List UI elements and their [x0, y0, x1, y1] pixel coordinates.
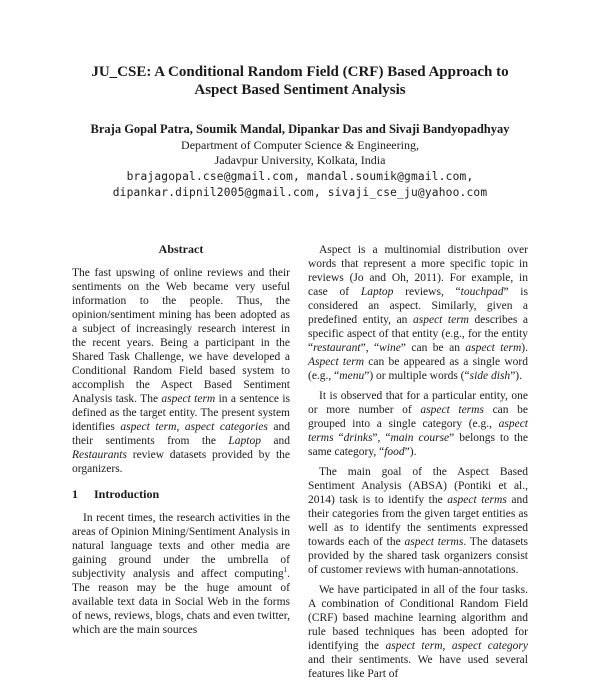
abstract-body: [72, 266, 290, 476]
title-line-2: Aspect Based Sentiment Analysis: [194, 82, 406, 98]
body-text: ”) or multiple words (“: [364, 370, 470, 382]
abstract-term: Restaurants: [72, 449, 127, 461]
body-text: Aspect is a multinomial distribution over words that represent a more specific topic in reviews (Jo and Oh, 2011). For example, in case of: [308, 244, 528, 298]
abstract-text: and: [260, 435, 290, 447]
abstract-text: in a sentence is defined as the target entity. The present system identifies: [72, 393, 290, 433]
body-text: can be grouped into a single category (e.g.,: [308, 404, 528, 430]
body-term: Aspect term: [308, 356, 365, 368]
body-term: aspect terms: [308, 418, 528, 444]
body-term: food: [384, 446, 405, 458]
aspect-definition-paragraph: [308, 243, 528, 383]
body-text: ”, “: [360, 342, 380, 354]
body-text: can be appeared as a single word (e.g., “: [308, 356, 528, 382]
email-line-1: brajagopal.cse@gmail.com, mandal.soumik@gmail.com,: [126, 170, 474, 183]
abstract-term: aspect term: [120, 421, 177, 433]
email-line-2: dipankar.dipnil2005@gmail.com, sivaji_cse_ju@yahoo.com: [112, 186, 488, 199]
section-number: 1: [72, 487, 78, 501]
abstract-text: review datasets provided by the organizers.: [72, 449, 290, 475]
abstract-heading: Abstract: [158, 242, 204, 256]
abstract-term: aspect categories: [184, 421, 268, 433]
body-text: ,: [442, 640, 452, 652]
affiliation-university: Jadavpur University, Kolkata, India: [214, 153, 386, 167]
body-term: aspect terms: [404, 536, 464, 548]
body-text: . The datasets provided by the shared task organizers consist of customer reviews with human-annotations.: [308, 536, 528, 576]
introduction-paragraph: [72, 511, 290, 637]
body-text: and their sentiments. We have used several features like Part of: [308, 654, 528, 680]
body-term: aspect terms: [447, 494, 507, 506]
abstract-term: aspect term: [161, 393, 216, 405]
body-term: wine: [379, 342, 401, 354]
abstract-text: ,: [176, 421, 185, 433]
aspect-category-paragraph: [308, 389, 528, 459]
paper-title: [40, 63, 560, 99]
body-term: drinks: [343, 432, 373, 444]
body-term: aspect term: [465, 342, 522, 354]
body-term: Laptop: [360, 286, 394, 298]
affiliation-department: Department of Computer Science & Engineering,: [181, 138, 419, 152]
body-term: aspect terms: [420, 404, 484, 416]
body-term: menu: [339, 370, 365, 382]
intro-text: . The reason may be the huge amount of available text data in Social Web in the forms of news, reviews, blogs, chats and even twitter, which are the main sources: [72, 568, 290, 636]
body-text: and their categories from the given target entities as well as to identify the sentiments expressed towards each of the: [308, 494, 528, 548]
body-term: restaurant: [313, 342, 361, 354]
body-term: main course: [390, 432, 450, 444]
body-text: It is observed that for a particular entity, one or more number of: [308, 390, 528, 416]
body-text: “: [333, 432, 344, 444]
introduction-body: [72, 511, 290, 636]
body-text: ” belongs to the same category, “: [308, 432, 528, 458]
body-term: touchpad: [460, 286, 504, 298]
body-text: reviews, “: [393, 286, 461, 298]
title-line-1: JU_CSE: A Conditional Random Field (CRF) Based Approach to: [91, 64, 509, 80]
abstract-text: and their sentiments from the: [72, 421, 290, 447]
abstract-paragraph: [72, 266, 290, 476]
body-text: We have participated in all of the four tasks. A combination of Conditional Random Field (CRF) based machine learning algorithm and rule based techniques has been adopted for identifying the: [308, 584, 528, 652]
body-text: ).: [521, 342, 529, 354]
abstract-text: The fast upswing of online reviews and their sentiments on the Web became very useful information to the people. Thus, the opinion/sentiment mining has been adopted as a subject of increasingly research interest in the recent years. Being a participant in the Shared Task Challenge, we have developed a Conditional Random Field based system to accomplish the Aspect Based Sentiment Analysis task. The: [72, 267, 290, 405]
body-text: ” is considered an aspect. Similarly, given a predefined entity, an: [308, 286, 528, 326]
absa-goal-paragraph: [308, 465, 528, 577]
body-text: ”).: [510, 370, 522, 382]
participation-paragraph: [308, 583, 528, 681]
section-heading-introduction: [72, 487, 159, 502]
body-text: ”, “: [372, 432, 391, 444]
authors: Braja Gopal Patra, Soumik Mandal, Dipankar Das and Sivaji Bandyopadhyay: [90, 122, 510, 136]
body-term: aspect category: [451, 640, 529, 652]
body-term: aspect term: [412, 314, 469, 326]
body-text: ” can be an: [400, 342, 466, 354]
right-column-body: [308, 243, 528, 681]
footnote-marker: 1: [283, 566, 288, 575]
section-title: Introduction: [94, 487, 160, 501]
intro-text: In recent times, the research activities in the areas of Opinion Mining/Sentiment Analysis in natural language texts and other media are gaining ground under the umbrella of subjectivity analysis and affect computing: [72, 512, 290, 580]
body-text: describes a specific aspect of that entity (e.g., for the entity “: [308, 314, 528, 354]
body-text: ”).: [404, 446, 417, 458]
body-term: aspect term: [385, 640, 443, 652]
body-text: The main goal of the Aspect Based Sentiment Analysis (ABSA) (Pontiki et al., 2014) task is to identify the: [308, 466, 528, 506]
body-term: side dish: [469, 370, 511, 382]
abstract-term: Laptop: [228, 435, 261, 447]
